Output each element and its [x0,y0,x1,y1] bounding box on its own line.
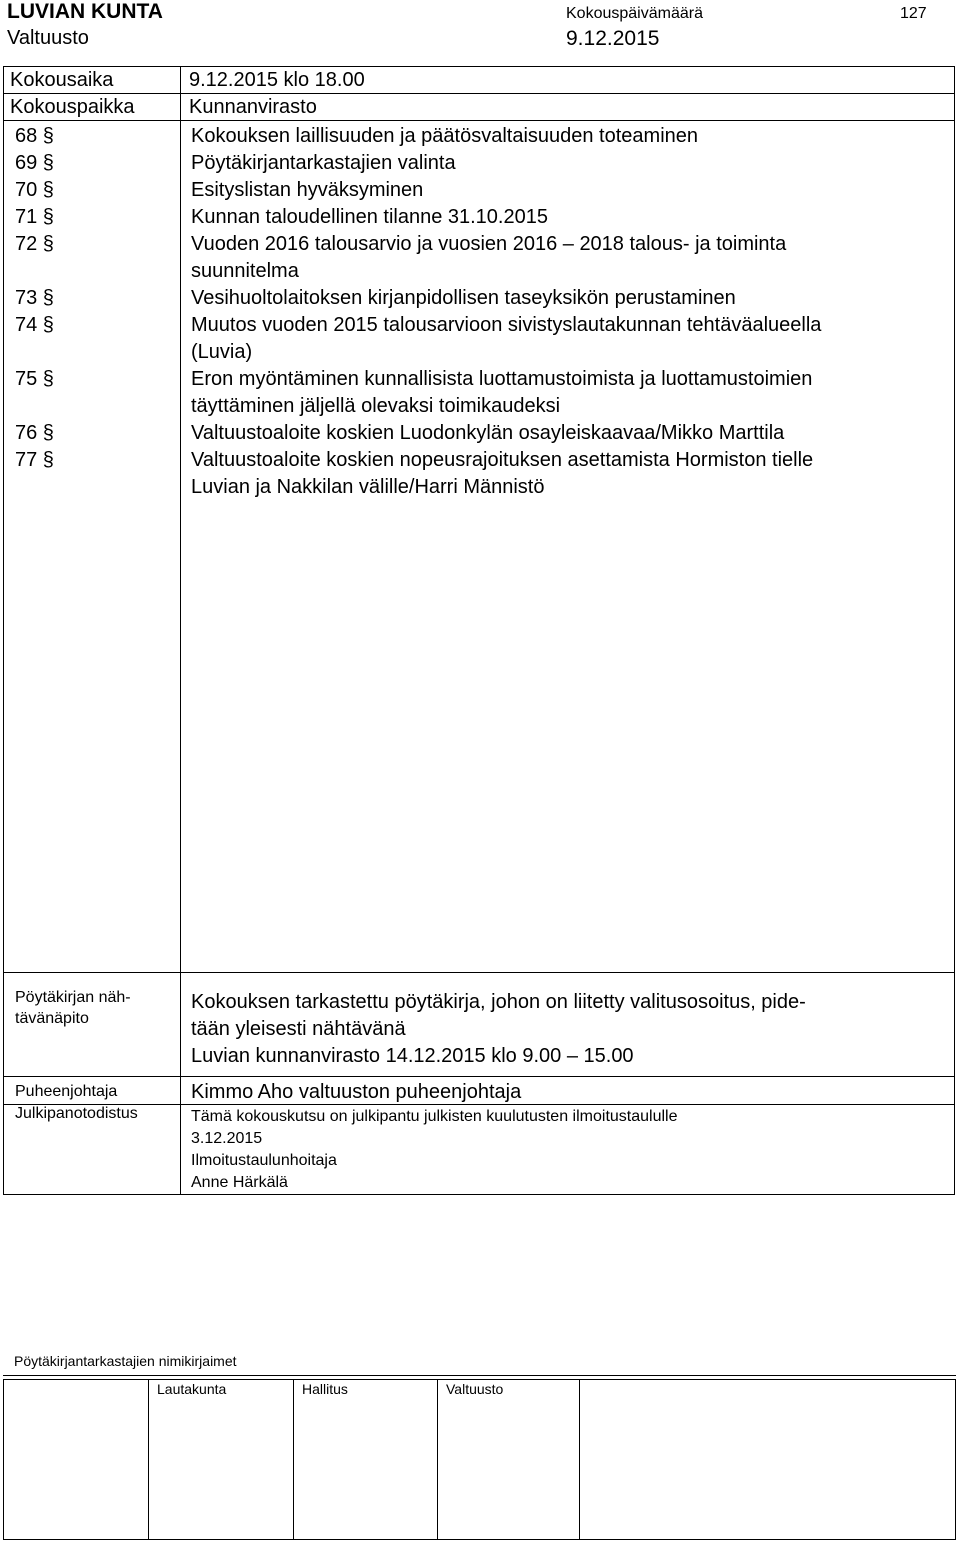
item-title: Pöytäkirjantarkastajien valinta [191,152,456,174]
body-name: Valtuusto [7,27,89,49]
chair-label: Puheenjohtaja [4,1077,181,1105]
agenda-numbers [4,121,181,973]
signature-column-lautakunta: Lautakunta [157,1381,227,1397]
meeting-time-value: 9.12.2015 klo 18.00 [181,67,955,94]
item-number: 72 § [15,231,180,258]
item-title: Valtuustoaloite koskien Luodonkylän osayleiskaavaa/Mikko Marttila [191,422,785,444]
item-number: 74 § [15,312,180,339]
signatures-box [3,1379,956,1540]
meeting-place-row [4,94,955,121]
signatures-divider [579,1379,580,1540]
display-text: Kokouksen tarkastettu pöytäkirja, johon on liitetty valitusosoitus, pide- tään yleisesti nähtävänä Luvian kunnanvirasto 14.12.2015 klo 9.00 – 15.00 [181,973,955,1077]
signatures-divider [148,1379,149,1540]
item-number: 76 § [15,420,180,447]
notice-row [4,1105,955,1195]
meeting-time-row [4,67,955,94]
notice-label: Julkipanotodistus [4,1105,181,1195]
item-title-continued: Luvian ja Nakkilan välille/Harri Männistö [191,476,545,498]
signatures-divider [437,1379,438,1540]
item-title: Muutos vuoden 2015 talousarvioon sivistyslautakunnan tehtäväalueella [191,314,822,336]
page-number: 127 [900,5,927,22]
section-symbol: § [42,287,54,309]
item-number: 71 § [15,204,180,231]
notice-text: Tämä kokouskutsu on julkipantu julkisten kuulutusten ilmoitustaululle 3.12.2015 Ilmoitustaulunhoitaja Anne Härkälä [181,1105,955,1195]
section-symbol: § [42,125,54,147]
signature-column-valtuusto: Valtuusto [446,1381,504,1397]
section-symbol: § [42,314,54,336]
item-number: 75 § [15,366,180,393]
item-title-continued: (Luvia) [191,341,253,363]
item-title-continued: suunnitelma [191,260,299,282]
organization-name: LUVIAN KUNTA [7,0,163,23]
meeting-place-label: Kokouspaikka [4,94,181,121]
item-number: 68 § [15,123,180,150]
item-title: Vesihuoltolaitoksen kirjanpidollisen taseyksikön perustaminen [191,287,736,309]
item-title: Eron myöntäminen kunnallisista luottamustoimista ja luottamustoimien [191,368,813,390]
display-row [4,973,955,1077]
item-title: Kunnan taloudellinen tilanne 31.10.2015 [191,206,548,228]
item-title-continued: täyttäminen jäljellä olevaksi toimikaudeksi [191,395,561,417]
display-label: Pöytäkirjan näh- tävänäpito [4,973,181,1077]
section-symbol: § [42,449,54,471]
item-number: 69 § [15,150,180,177]
section-symbol: § [42,368,54,390]
meeting-place-value: Kunnanvirasto [181,94,955,121]
item-title: Kokouksen laillisuuden ja päätösvaltaisuuden toteaminen [191,125,699,147]
chair-row [4,1077,955,1105]
item-title: Valtuustoaloite koskien nopeusrajoituksen asettamista Hormiston tielle [191,449,814,471]
item-title: Esityslistan hyväksyminen [191,179,424,201]
section-symbol: § [42,152,54,174]
agenda-titles [181,121,955,973]
meeting-date: 9.12.2015 [566,27,660,50]
section-symbol: § [42,422,54,444]
section-symbol: § [42,233,54,255]
section-symbol: § [42,179,54,201]
item-number: 70 § [15,177,180,204]
chair-value: Kimmo Aho valtuuston puheenjohtaja [181,1077,955,1105]
signatures-divider [293,1379,294,1540]
signatures-rule [3,1375,956,1376]
minutes-table [3,66,955,1195]
signature-column-hallitus: Hallitus [302,1381,348,1397]
date-label: Kokouspäivämäärä [566,5,703,22]
item-number: 73 § [15,285,180,312]
meeting-time-label: Kokousaika [4,67,181,94]
signatures-title: Pöytäkirjantarkastajien nimikirjaimet [14,1353,237,1369]
section-symbol: § [42,206,54,228]
item-title: Vuoden 2016 talousarvio ja vuosien 2016 – 2018 talous- ja toiminta [191,233,787,255]
item-number: 77 § [15,447,180,474]
agenda-row [4,121,955,973]
